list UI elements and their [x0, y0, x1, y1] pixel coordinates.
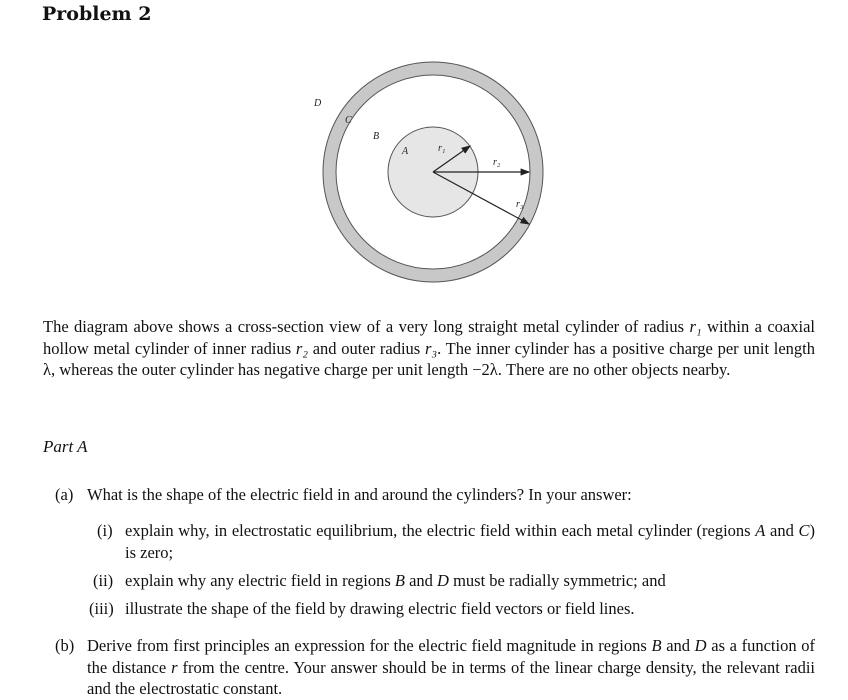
qi-region-c: C	[798, 521, 810, 540]
qi-region-a: A	[755, 521, 766, 540]
coaxial-cylinder-diagram	[300, 60, 560, 300]
question-a-i-text	[125, 520, 815, 563]
qb-text-2: and	[661, 636, 695, 655]
qi-text-1: explain why, in electrostatic equilibrium, the electric field within each metal cylinder (regions	[125, 521, 756, 540]
qii-region-d: D	[437, 571, 449, 590]
label-r1: r₁	[438, 143, 446, 154]
qb-distance-r: r	[171, 657, 178, 677]
qii-text-2: and	[404, 571, 438, 590]
intro-text-3: and outer radius	[308, 338, 425, 358]
problem-heading: Problem 2	[42, 3, 152, 25]
intro-text-1: The diagram above shows a cross-section view of a very long straight metal cylinder of radius	[43, 317, 690, 336]
question-a-label: (a)	[55, 485, 74, 504]
question-a-ii-label: (ii)	[93, 571, 114, 590]
intro-paragraph	[43, 316, 815, 381]
qb-text-4: from the centre. Your answer should be in terms of the linear charge density, the relevant radii and the electrostatic constant.	[87, 657, 815, 698]
qii-region-b: B	[394, 571, 405, 590]
part-a-heading: Part A	[43, 437, 88, 456]
question-b-label: (b)	[55, 636, 75, 655]
intro-r1: r₁	[689, 317, 702, 336]
intro-text-4: . The inner cylinder has a positive charge per unit length λ, whereas the outer cylinder has negative charge per unit length −2λ. There are no other objects nearby.	[43, 338, 815, 379]
intro-r2: r₂	[295, 338, 309, 358]
intro-r3: r₃	[424, 338, 438, 358]
question-a-text: What is the shape of the electric field in and around the cylinders? In your answer:	[87, 485, 632, 504]
qi-text-3: ) is zero;	[125, 521, 816, 562]
qb-region-b: B	[651, 636, 662, 655]
question-a-iii-text: illustrate the shape of the field by drawing electric field vectors or field lines.	[125, 599, 635, 618]
label-r3: r₃	[516, 199, 524, 210]
question-a-i-label: (i)	[97, 521, 113, 540]
qii-text-1: explain why any electric field in regions	[125, 571, 395, 590]
label-region-a: A	[402, 146, 409, 157]
question-b-text	[87, 635, 815, 700]
question-a-iii-label: (iii)	[89, 599, 114, 618]
qi-text-2: and	[765, 521, 799, 540]
qb-text-3: as a function of the distance	[87, 636, 815, 677]
label-r2: r₂	[493, 157, 501, 168]
qb-text-1: Derive from first principles an expression for the electric field magnitude in regions	[87, 636, 652, 655]
question-a-ii-text	[125, 570, 815, 592]
label-region-b: B	[373, 131, 380, 142]
intro-text-2: within a coaxial hollow metal cylinder of inner radius	[43, 317, 815, 358]
qb-region-d: D	[694, 636, 707, 655]
qii-text-3: must be radially symmetric; and	[448, 571, 666, 590]
label-region-c: C	[345, 115, 352, 126]
label-region-d: D	[314, 98, 322, 109]
